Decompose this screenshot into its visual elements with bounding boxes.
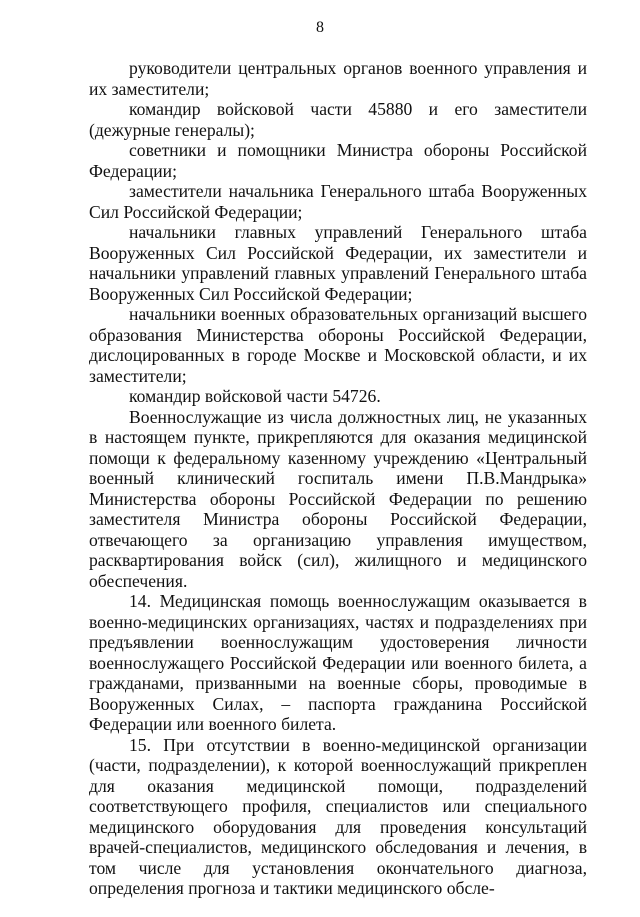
paragraph-item-14: 14. Медицинская помощь военнослужащим оказывается в военно-медицинских организациях, частях и подразделениях при предъявлении военнослужащим удостоверения личности военнослужащего Российской Федерации или военного билета, а гражданами, призванными на военные сборы, проводимые в Вооруженных Силах, – паспорта гражданина Российской Федерации или военного билета. bbox=[89, 591, 587, 734]
paragraph-other-officials: Военнослужащие из числа должностных лиц, не указанных в настоящем пункте, прикрепляются для оказания медицинской помощи к федеральному казенному учреждению «Центральный военный клинический госпиталь имени П.В.Мандрыка» Министерства обороны Российской Федерации по решению заместителя Министра обороны Российской Федерации, отвечающего за организацию управления имуществом, расквартирования войск (сил), жилищного и медицинского обеспечения. bbox=[89, 406, 587, 591]
paragraph-item-15: 15. При отсутствии в военно-медицинской организации (части, подразделении), к которой военнослужащий прикреплен для оказания медицинской помощи, подразделений соответствующего профиля, специалистов или специального медицинского оборудования для проведения консультаций врачей-специалистов, медицинского обследования и лечения, в том числе для установления окончательного диагноза, определения прогноза и тактики медицинского обсле- bbox=[89, 734, 587, 898]
list-item-education-heads: начальники военных образовательных организаций высшего образования Министерства обороны Российской Федерации, дислоцированных в городе Москве и Московской области, и их заместители; bbox=[89, 304, 587, 386]
page-number: 8 bbox=[316, 19, 324, 36]
document-body bbox=[89, 58, 587, 899]
list-item-central-command: руководители центральных органов военного управления и их заместители; bbox=[89, 58, 587, 99]
list-item-advisers: советники и помощники Министра обороны Российской Федерации; bbox=[89, 140, 587, 181]
list-item-unit-45880: командир войсковой части 45880 и его заместители (дежурные генералы); bbox=[89, 99, 587, 140]
list-item-main-directorates: начальники главных управлений Генерального штаба Вооруженных Сил Российской Федерации, их заместители и начальники управлений главных управлений Генерального штаба Вооруженных Сил Российской Федерации; bbox=[89, 222, 587, 304]
list-item-deputy-chief-general-staff: заместители начальника Генерального штаба Вооруженных Сил Российской Федерации; bbox=[89, 181, 587, 222]
list-item-unit-54726: командир войсковой части 54726. bbox=[129, 386, 381, 406]
